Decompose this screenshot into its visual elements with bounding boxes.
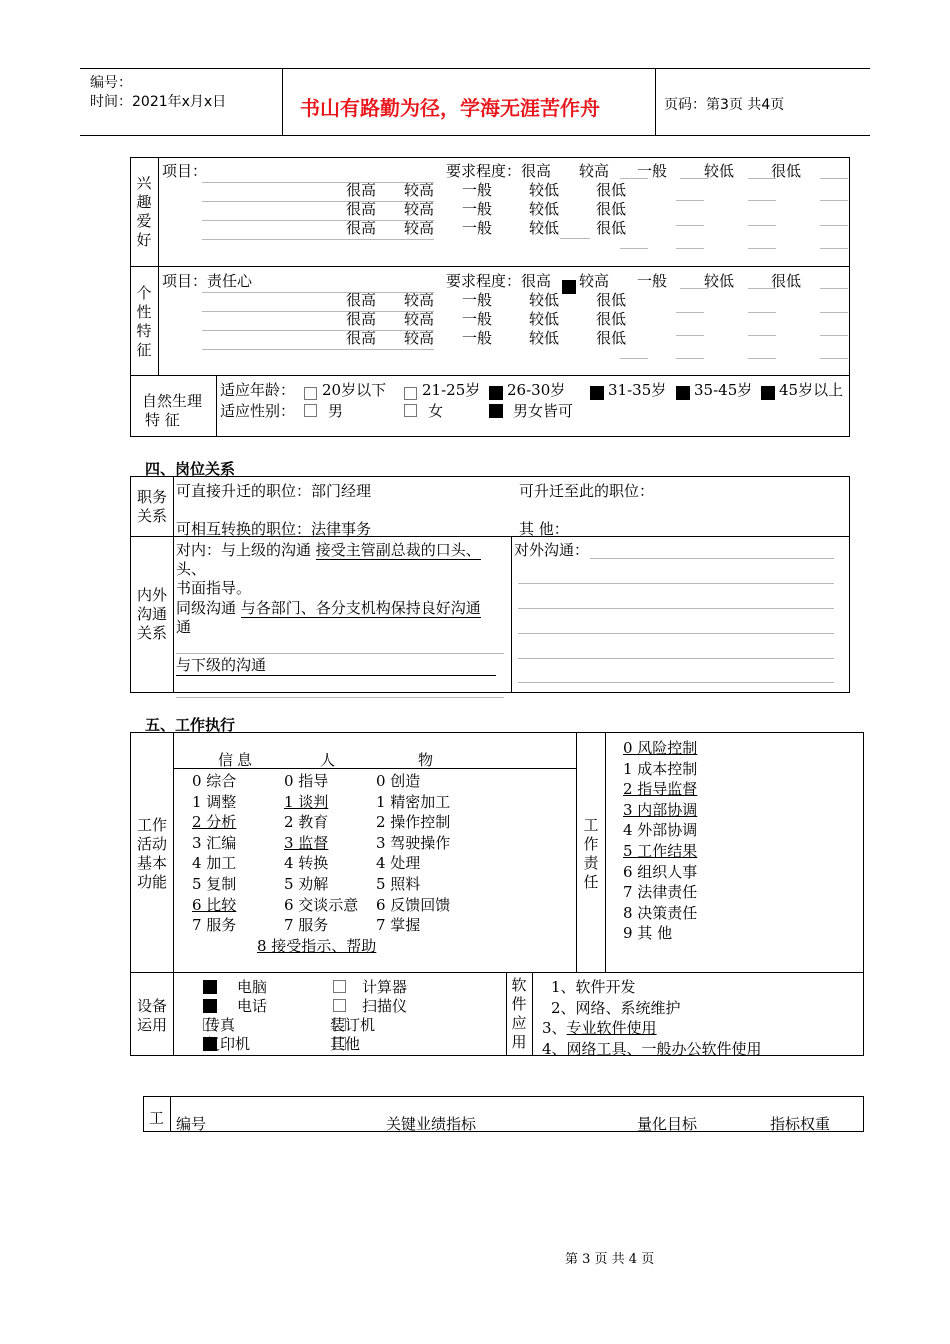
age-option-label: 26-30岁 bbox=[507, 381, 566, 399]
equipment-title: 设备运用 bbox=[136, 997, 167, 1034]
communication-title: 内外沟通关系 bbox=[136, 586, 167, 642]
function-item: 6 反馈回馈 bbox=[376, 895, 451, 914]
unchecked-box-icon[interactable] bbox=[304, 404, 317, 417]
personality-level-row-1: 要求程度：很高 较高 一般 较低 很低 bbox=[446, 272, 802, 290]
software-item: 1、软件开发 bbox=[551, 978, 636, 996]
internal-communication-cont: 头、 bbox=[176, 560, 207, 578]
checked-box-icon[interactable] bbox=[761, 386, 775, 400]
column-info: 信息 bbox=[218, 751, 257, 769]
kpi-column-indicator: 关键业绩指标 bbox=[386, 1115, 477, 1133]
software-item: 3、专业软件使用 bbox=[542, 1019, 657, 1037]
equipment-item: 其他 bbox=[330, 1035, 361, 1053]
function-item: 4 转换 bbox=[284, 854, 329, 873]
interests-title: 兴趣爱好 bbox=[136, 174, 152, 249]
page-footer: 第 3 页 共 4 页 bbox=[565, 1252, 655, 1267]
gender-option-label: 男女皆可 bbox=[513, 402, 574, 420]
responsibility-item: 6 组织人事 bbox=[623, 862, 698, 881]
interests-level-row-2: 很高 较高 一般 较低 很低 bbox=[346, 181, 627, 199]
equipment-item: 传真 bbox=[205, 1016, 236, 1034]
function-item: 5 劝解 bbox=[284, 875, 329, 893]
responsibility-item: 3 内部协调 bbox=[623, 800, 698, 819]
promotion-position: 可直接升迁的职位：部门经理 bbox=[176, 482, 372, 500]
responsibility-item: 2 指导监督 bbox=[623, 780, 698, 799]
equipment-item: 装订机 bbox=[330, 1016, 376, 1034]
function-item: 3 驾驶操作 bbox=[376, 833, 451, 852]
page-number-label: 页码：第3页 共4页 bbox=[664, 97, 785, 113]
checked-box-icon[interactable] bbox=[203, 999, 217, 1013]
external-communication: 对外沟通： bbox=[514, 541, 590, 559]
kpi-column-target: 量化目标 bbox=[637, 1115, 698, 1133]
interests-level-row-3: 很高 较高 一般 较低 很低 bbox=[346, 200, 627, 218]
function-item: 4 处理 bbox=[376, 854, 421, 873]
function-item: 5 照料 bbox=[376, 875, 421, 893]
checked-box-icon[interactable] bbox=[489, 386, 503, 400]
function-item: 1 调整 bbox=[192, 792, 237, 811]
function-item: 0 创造 bbox=[376, 772, 421, 790]
software-item: 2、网络、系统维护 bbox=[551, 998, 681, 1017]
gender-option-label: 男 bbox=[328, 402, 344, 420]
checked-box-icon[interactable] bbox=[203, 980, 217, 994]
function-item: 0 指导 bbox=[284, 772, 329, 790]
function-item: 7 掌握 bbox=[376, 916, 421, 935]
checked-box-icon[interactable] bbox=[676, 386, 690, 400]
responsibility-item: 1 成本控制 bbox=[623, 759, 698, 778]
function-item: 1 谈判 bbox=[284, 792, 329, 811]
function-item: 3 监督 bbox=[284, 833, 329, 852]
function-item: 7 服务 bbox=[284, 916, 329, 935]
internal-communication-line-2: 书面指导。 bbox=[176, 579, 252, 597]
document-time-label: 时间：2021年x月x日 bbox=[90, 94, 227, 110]
unchecked-box-icon[interactable] bbox=[304, 387, 317, 400]
responsibility-item: 9 其 他 bbox=[623, 924, 673, 943]
unchecked-box-icon[interactable] bbox=[404, 404, 417, 417]
personality-level-row-2: 很高 较高 一般 较低 很低 bbox=[346, 291, 627, 309]
other-position: 其 他： bbox=[519, 520, 569, 538]
responsibility-item: 7 法律责任 bbox=[623, 883, 698, 902]
promote-to-position: 可升迁至此的职位： bbox=[519, 482, 655, 500]
personality-item-label: 项目：责任心 bbox=[162, 272, 253, 290]
function-item: 3 汇编 bbox=[192, 833, 237, 852]
kpi-column-no: 编号 bbox=[176, 1115, 207, 1133]
responsibility-item: 8 决策责任 bbox=[623, 903, 698, 922]
equipment-item: 复印机 bbox=[205, 1035, 251, 1053]
age-option-label: 35-45岁 bbox=[694, 381, 753, 399]
software-title: 软件应用 bbox=[511, 976, 527, 1051]
kpi-title: 工 bbox=[149, 1109, 165, 1127]
responsibility-item: 4 外部协调 bbox=[623, 821, 698, 840]
physio-title-line-2: 特 征 bbox=[145, 411, 180, 429]
column-person: 人 bbox=[320, 751, 336, 769]
checked-box-icon[interactable] bbox=[489, 404, 503, 418]
age-option-label: 21-25岁 bbox=[422, 381, 481, 399]
function-item: 7 服务 bbox=[192, 916, 237, 935]
age-option-label: 20岁以下 bbox=[322, 381, 387, 399]
header-motto: 书山有路勤为径，学海无涯苦作舟 bbox=[300, 96, 600, 120]
kpi-column-weight: 指标权重 bbox=[770, 1115, 831, 1133]
responsibility-item: 5 工作结果 bbox=[623, 842, 698, 860]
duty-relations-title: 职务关系 bbox=[136, 488, 167, 525]
lower-communication: 与下级的沟通 bbox=[176, 654, 496, 676]
function-item: 5 复制 bbox=[192, 875, 237, 893]
age-option-label: 45岁以上 bbox=[779, 381, 844, 399]
gender-label: 适应性别： bbox=[220, 402, 296, 420]
equipment-item: 电脑 bbox=[237, 978, 268, 996]
equipment-item: 扫描仪 bbox=[362, 997, 408, 1015]
equipment-item: 计算器 bbox=[362, 978, 408, 996]
interests-item-label: 项目： bbox=[162, 162, 208, 180]
personality-title: 个性特征 bbox=[136, 284, 152, 359]
extra-function-item: 8 接受指示、帮助 bbox=[257, 937, 377, 955]
unchecked-box-icon[interactable] bbox=[333, 980, 346, 993]
unchecked-box-icon[interactable] bbox=[404, 387, 417, 400]
peer-communication: 同级沟通 与各部门、各分支机构保持良好沟通 bbox=[176, 599, 481, 617]
age-label: 适应年龄： bbox=[220, 381, 296, 399]
column-thing: 物 bbox=[418, 751, 434, 769]
interests-level-row-4: 很高 较高 一般 较低 很低 bbox=[346, 219, 627, 237]
function-item: 2 分析 bbox=[192, 813, 237, 832]
gender-option-label: 女 bbox=[428, 402, 444, 420]
interests-level-row-1: 要求程度：很高 较高 一般 较低 很低 bbox=[446, 162, 802, 180]
software-item: 4、网络工具、一般办公软件使用 bbox=[542, 1039, 762, 1058]
function-item: 1 精密加工 bbox=[376, 792, 451, 811]
function-item: 2 教育 bbox=[284, 813, 329, 832]
function-item: 4 加工 bbox=[192, 854, 237, 873]
peer-communication-cont: 通 bbox=[176, 618, 192, 636]
transfer-position: 可相互转换的职位：法律事务 bbox=[176, 520, 372, 538]
age-option-label: 31-35岁 bbox=[608, 381, 667, 399]
document-number-label: 编号： bbox=[90, 75, 132, 91]
section-5-title: 五、工作执行 bbox=[145, 716, 236, 734]
basic-function-title: 工作活动基本功能 bbox=[136, 816, 167, 891]
internal-communication: 对内：与上级的沟通 接受主管副总裁的口头、 bbox=[176, 541, 481, 559]
personality-level-row-4: 很高 较高 一般 较低 很低 bbox=[346, 329, 627, 347]
requirement-label: 要求程度： bbox=[446, 162, 522, 180]
physio-title-line-1: 自然生理 bbox=[142, 392, 203, 410]
function-item: 6 交谈示意 bbox=[284, 895, 359, 914]
section-4-title: 四、岗位关系 bbox=[145, 460, 236, 478]
responsibility-item: 0 风险控制 bbox=[623, 739, 698, 757]
function-item: 6 比较 bbox=[192, 895, 237, 914]
personality-level-row-3: 很高 较高 一般 较低 很低 bbox=[346, 310, 627, 328]
checked-box-icon[interactable] bbox=[590, 386, 604, 400]
function-item: 2 操作控制 bbox=[376, 813, 451, 832]
unchecked-box-icon[interactable] bbox=[333, 999, 346, 1012]
responsibility-title: 工作责任 bbox=[583, 816, 599, 891]
function-item: 0 综合 bbox=[192, 772, 237, 790]
equipment-item: 电话 bbox=[237, 997, 268, 1015]
